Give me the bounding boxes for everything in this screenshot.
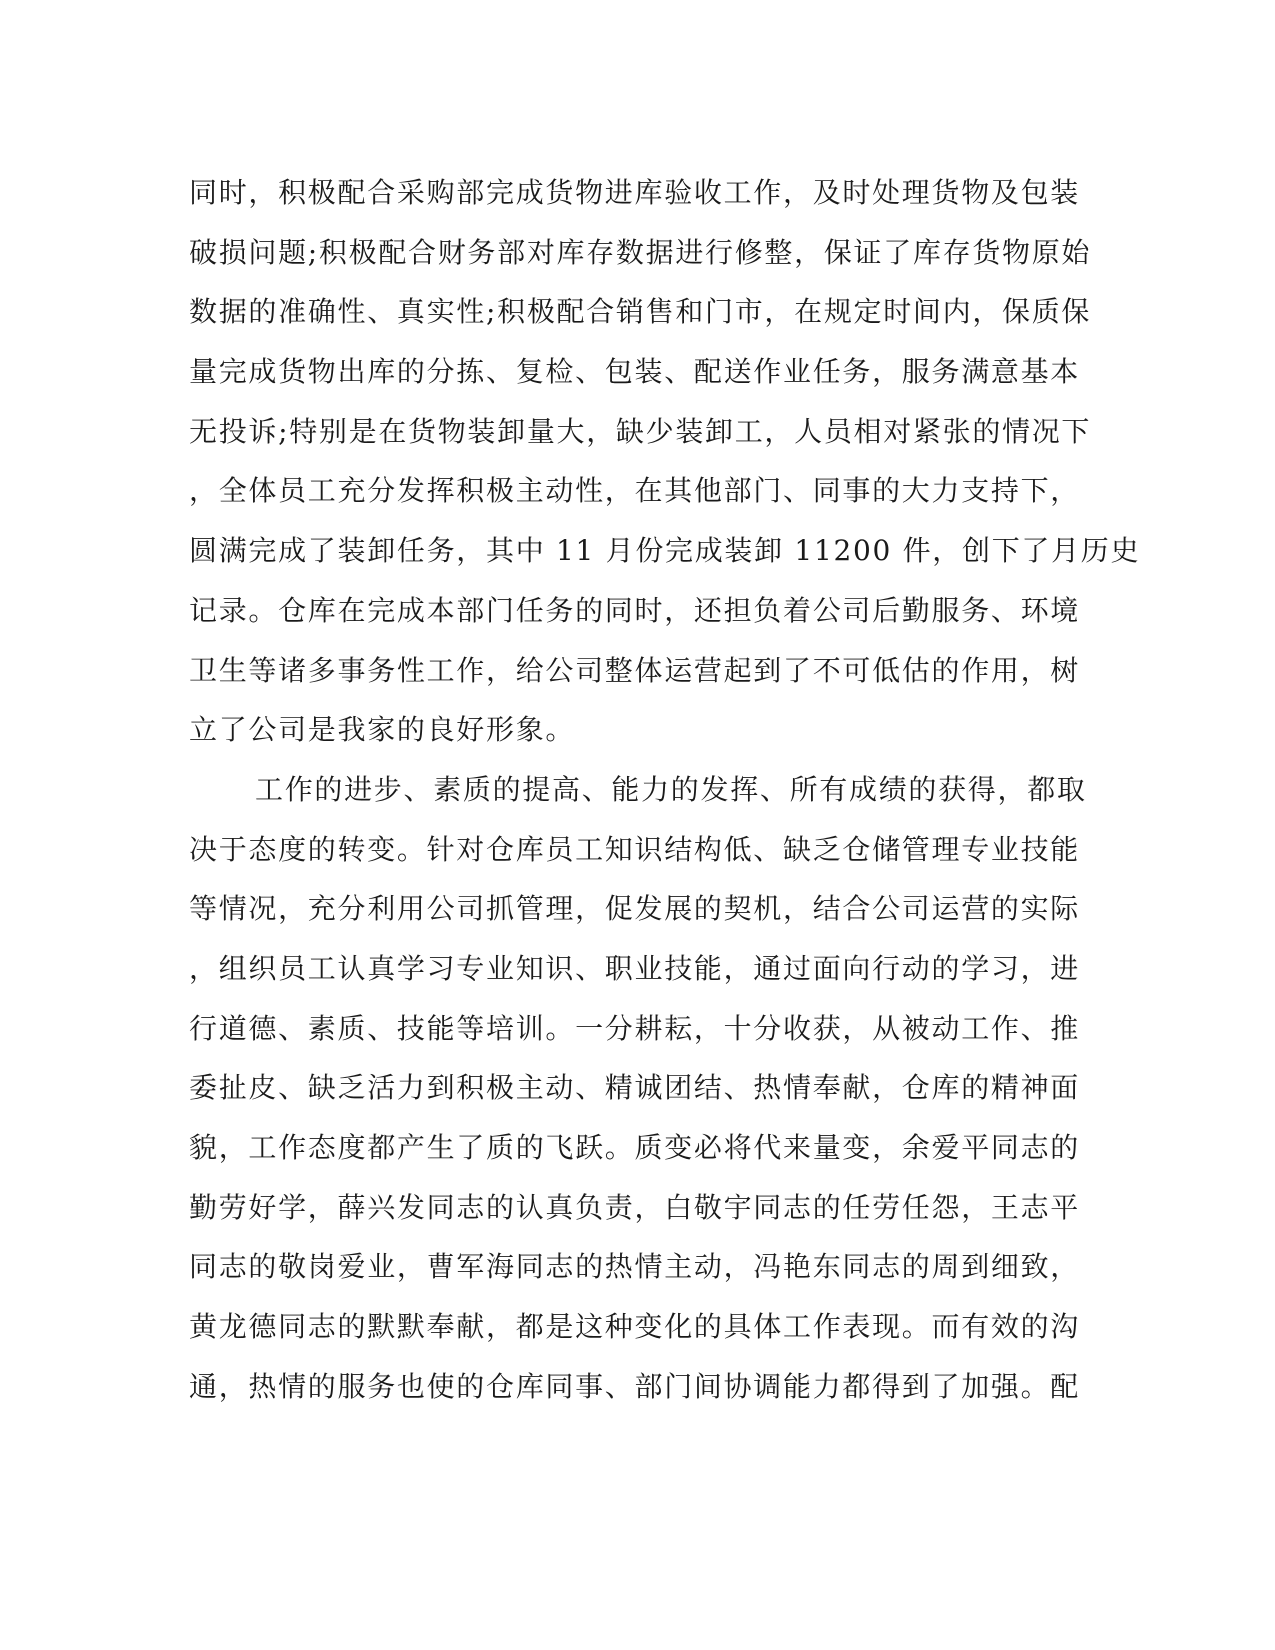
paragraph-2-line: 委扯皮、缺乏活力到积极主动、精诚团结、热情奉献，仓库的精神面 — [189, 1071, 1081, 1105]
paragraph-2-line: 工作的进步、素质的提高、能力的发挥、所有成绩的获得，都取 — [255, 772, 1087, 806]
paragraph-2-line: ，组织员工认真学习专业知识、职业技能，通过面向行动的学习，进 — [189, 951, 1081, 985]
paragraph-1 — [189, 163, 1141, 760]
paragraph-1-line: 无投诉;特别是在货物装卸量大，缺少装卸工，人员相对紧张的情况下 — [189, 414, 1092, 448]
paragraph-2-line: 黄龙德同志的默默奉献，都是这种变化的具体工作表现。而有效的沟 — [189, 1310, 1081, 1344]
paragraph-1-line: 记录。仓库在完成本部门任务的同时，还担负着公司后勤服务、环境 — [189, 593, 1081, 627]
paragraph-2-line: 行道德、素质、技能等培训。一分耕耘，十分收获，从被动工作、推 — [189, 1011, 1081, 1045]
paragraph-1-line: 同时，积极配合采购部完成货物进库验收工作，及时处理货物及包装 — [189, 176, 1081, 209]
paragraph-1-line: 卫生等诸多事务性工作，给公司整体运营起到了不可低估的作用，树 — [189, 653, 1081, 687]
paragraph-2-line: 同志的敬岗爱业，曹军海同志的热情主动，冯艳东同志的周到细致， — [189, 1250, 1081, 1284]
paragraph-1-line: 数据的准确性、真实性;积极配合销售和门市，在规定时间内，保质保 — [189, 295, 1092, 329]
paragraph-2-line: 貌，工作态度都产生了质的飞跃。质变必将代来量变，余爱平同志的 — [189, 1131, 1081, 1164]
paragraph-1-line: ，全体员工充分发挥积极主动性，在其他部门、同事的大力支持下， — [189, 474, 1081, 508]
paragraph-1-line: 立了公司是我家的良好形象。 — [189, 713, 576, 747]
paragraph-2-line: 等情况，充分利用公司抓管理，促发展的契机，结合公司运营的实际 — [189, 892, 1081, 926]
paragraph-1-line: 量完成货物出库的分拣、复检、包装、配送作业任务，服务满意基本 — [189, 355, 1081, 389]
paragraph-2-line: 决于态度的转变。针对仓库员工知识结构低、缺乏仓储管理专业技能 — [189, 832, 1081, 866]
paragraph-2-line: 通，热情的服务也使的仓库同事、部门间协调能力都得到了加强。配 — [189, 1369, 1081, 1403]
paragraph-1-line: 破损问题;积极配合财务部对库存数据进行修整，保证了库存货物原始 — [189, 235, 1092, 269]
paragraph-2-line: 勤劳好学，薛兴发同志的认真负责，白敬宇同志的任劳任怨，王志平 — [189, 1190, 1081, 1224]
paragraph-1-line: 圆满完成了装卸任务，其中 11 月份完成装卸 11200 件，创下了月历史 — [189, 534, 1141, 568]
document-body — [189, 163, 1141, 1416]
paragraph-2 — [189, 760, 1089, 1417]
